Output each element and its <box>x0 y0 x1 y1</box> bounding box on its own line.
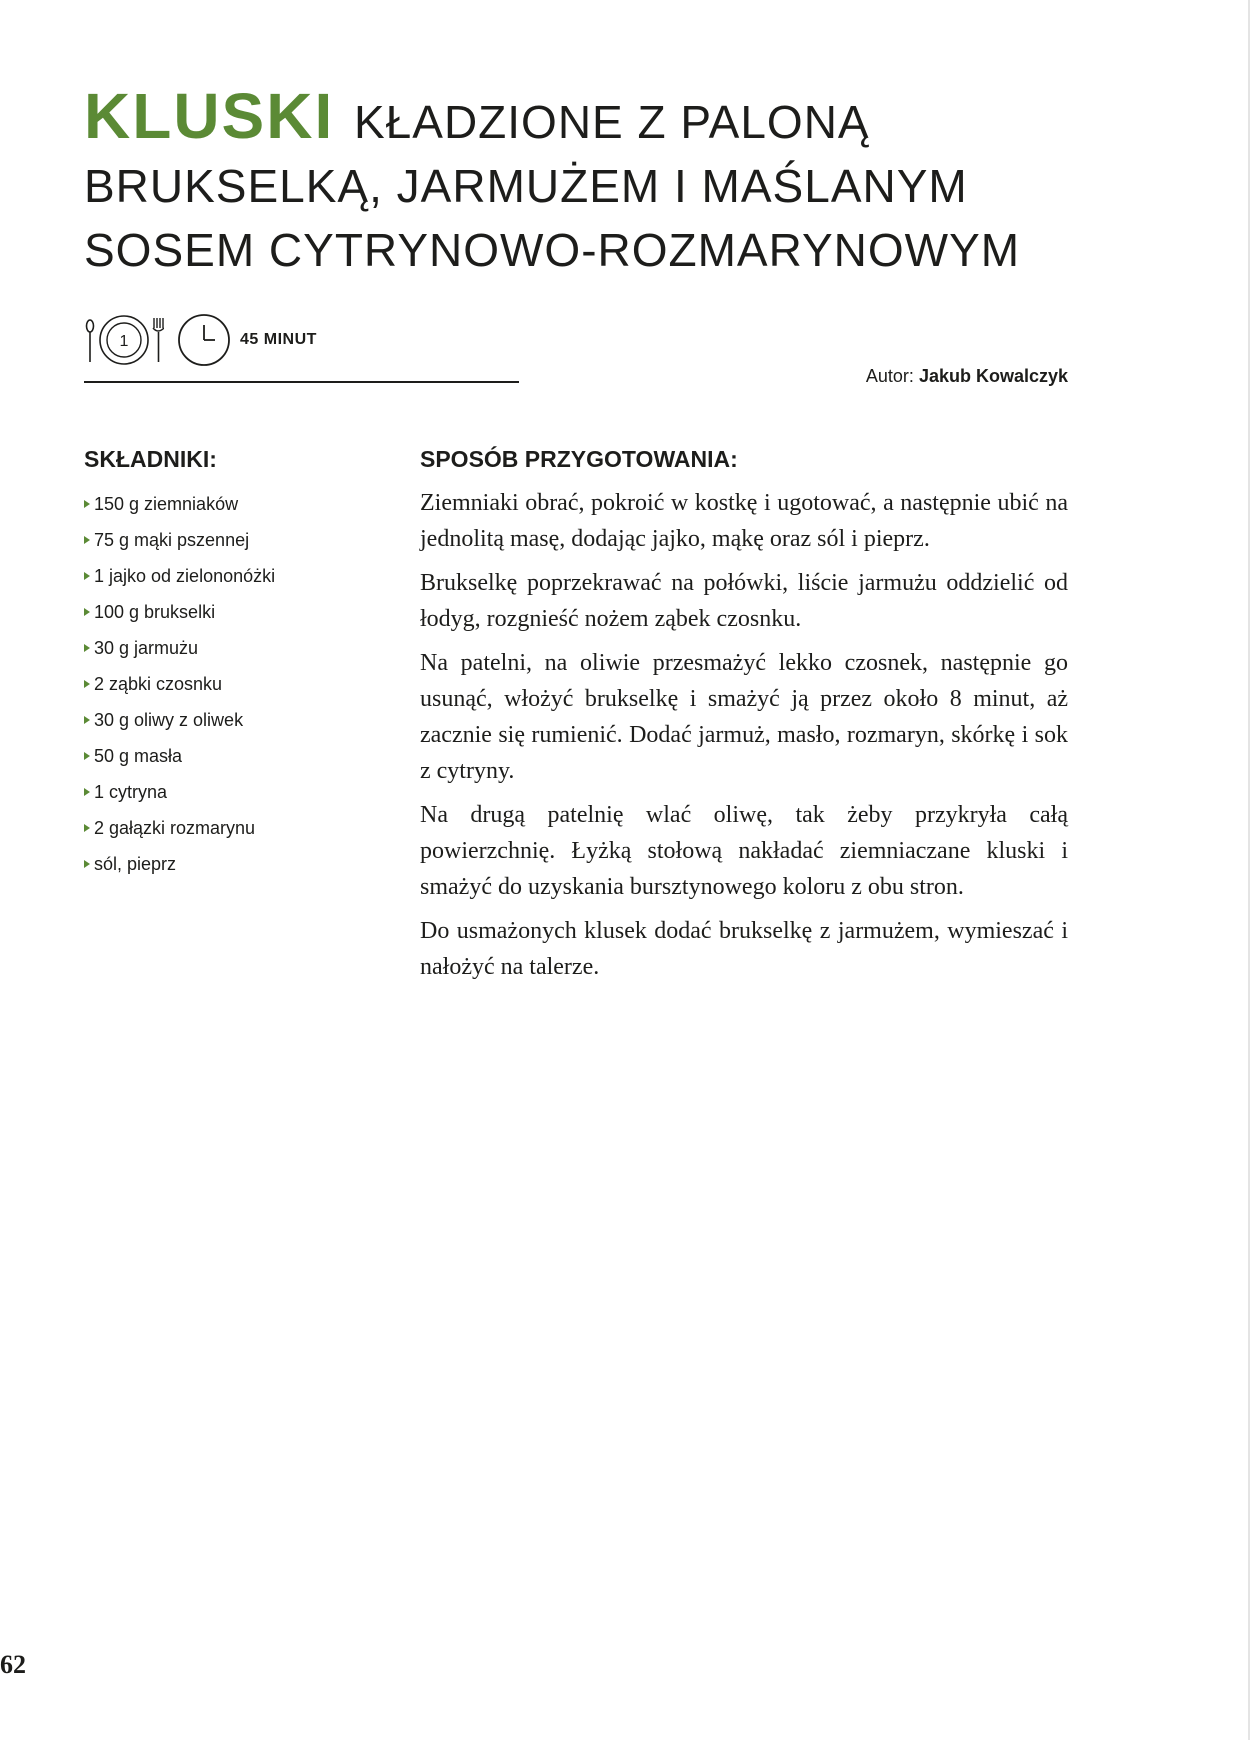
method-step: Na patelni, na oliwie przesmażyć lekko czosnek, następnie go usunąć, włożyć brukselkę i smażyć ją przez około 8 minut, aż zacznie się rumienić. Dodać jarmuż, masło, rozmaryn, skórkę i sok z cytryny. <box>420 650 1068 784</box>
prep-time: 45 MINUT <box>240 331 317 348</box>
method-heading: SPOSÓB PRZYGOTOWANIA: <box>420 446 738 472</box>
plate-cutlery-icon <box>84 312 164 368</box>
triangle-bullet-icon <box>84 716 90 724</box>
ingredient-item <box>84 846 384 882</box>
ingredient-text: 1 jajko od zielononóżki <box>94 566 276 586</box>
triangle-bullet-icon <box>84 536 90 544</box>
triangle-bullet-icon <box>84 788 90 796</box>
ingredient-item <box>84 594 384 630</box>
recipe-meta <box>84 312 317 368</box>
triangle-bullet-icon <box>84 860 90 868</box>
ingredient-text: 1 cytryna <box>94 782 168 802</box>
method-steps <box>420 485 1068 993</box>
triangle-bullet-icon <box>84 824 90 832</box>
ingredient-item <box>84 738 384 774</box>
triangle-bullet-icon <box>84 500 90 508</box>
ingredient-text: 30 g oliwy z oliwek <box>94 710 244 730</box>
ingredients-heading: SKŁADNIKI: <box>84 446 217 472</box>
ingredient-text: 30 g jarmużu <box>94 638 199 658</box>
ingredient-item <box>84 630 384 666</box>
triangle-bullet-icon <box>84 608 90 616</box>
ingredient-item <box>84 522 384 558</box>
author-label: Autor: <box>865 366 914 386</box>
ingredient-text: 100 g brukselki <box>94 602 216 622</box>
ingredient-item <box>84 810 384 846</box>
triangle-bullet-icon <box>84 752 90 760</box>
triangle-bullet-icon <box>84 644 90 652</box>
ingredient-text: 150 g ziemniaków <box>94 494 239 514</box>
ingredient-item <box>84 774 384 810</box>
author-name: Jakub Kowalczyk <box>918 366 1068 386</box>
header-divider <box>84 381 519 383</box>
method-step: Brukselkę poprzekrawać na połówki, liście jarmużu oddzielić od łodyg, rozgnieść nożem ząbek czosnku. <box>420 570 1068 632</box>
method-step: Na drugą patelnię wlać oliwę, tak żeby przykryła całą powierzchnię. Łyżką stołową nakładać ziemniaczane kluski i smażyć do uzyskania bursztynowego koloru z obu stron. <box>420 802 1068 900</box>
ingredient-text: 2 ząbki czosnku <box>94 674 223 694</box>
page-number: 62 <box>0 1650 26 1679</box>
method-step: Do usmażonych klusek dodać brukselkę z jarmużem, wymieszać i nałożyć na talerze. <box>420 918 1068 980</box>
ingredient-text: sól, pieprz <box>94 854 177 874</box>
ingredient-text: 50 g masła <box>94 746 183 766</box>
title-accent: KLUSKI <box>84 80 335 152</box>
ingredient-text: 75 g mąki pszennej <box>94 530 250 550</box>
ingredient-item <box>84 558 384 594</box>
triangle-bullet-icon <box>84 680 90 688</box>
ingredient-item <box>84 666 384 702</box>
servings-count: 1 <box>119 333 129 350</box>
recipe-title <box>84 80 1084 282</box>
author-credit <box>866 366 1068 387</box>
clock-icon <box>176 312 232 368</box>
method-step: Ziemniaki obrać, pokroić w kostkę i ugotować, a następnie ubić na jednolitą masę, dodając jajko, mąkę oraz sól i pieprz. <box>420 490 1068 552</box>
triangle-bullet-icon <box>84 572 90 580</box>
ingredient-item <box>84 486 384 522</box>
ingredients-list <box>84 486 384 882</box>
ingredient-item <box>84 702 384 738</box>
ingredient-text: 2 gałązki rozmarynu <box>94 818 256 838</box>
title-rest: KŁADZIONE Z PALONĄ BRUKSELKĄ, JARMUŻEM I MAŚLANYM SOSEM CYTRYNOWO-ROZMARYNOWYM <box>84 96 1021 276</box>
